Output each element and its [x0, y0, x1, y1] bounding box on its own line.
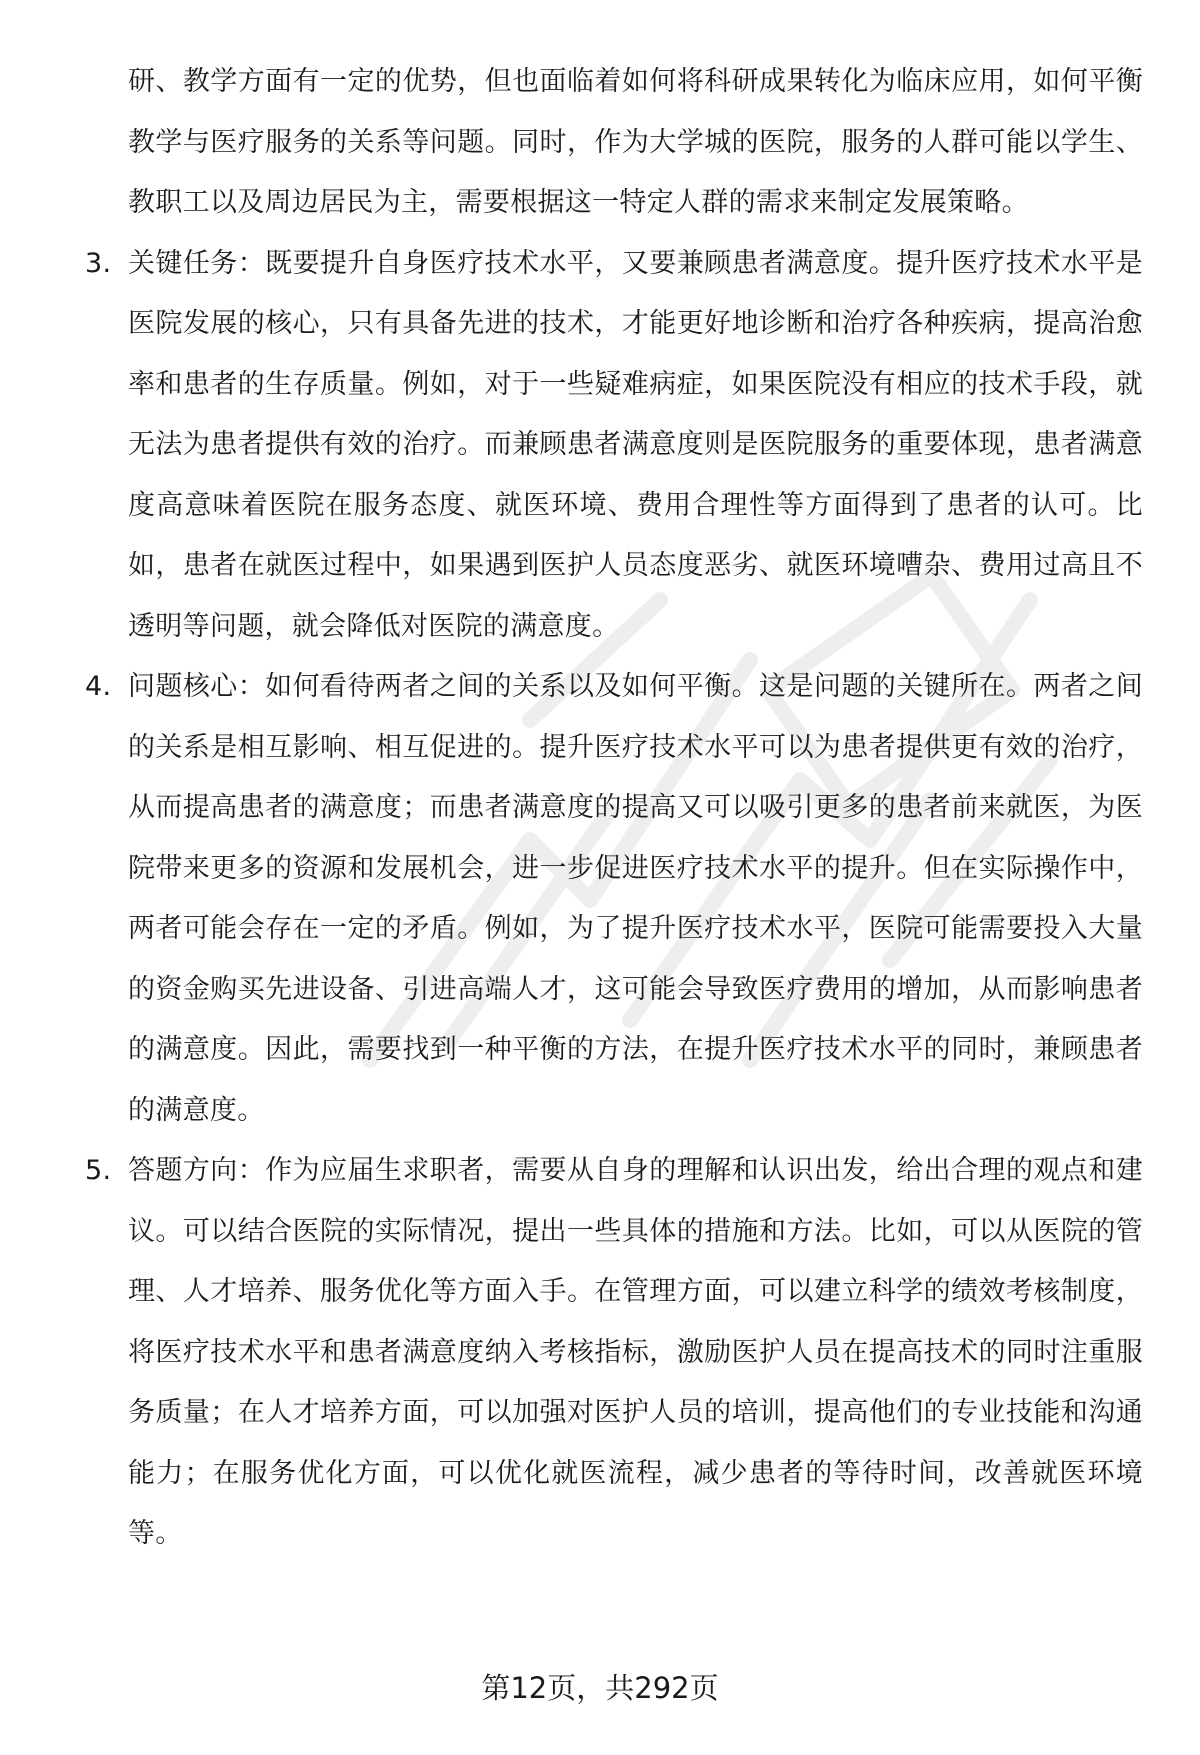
list-item-4 — [85, 657, 1143, 1141]
list-item-3 — [85, 234, 1143, 658]
list-item-number: 3. — [85, 247, 112, 279]
list-item-5 — [85, 1141, 1143, 1565]
list-item-text: 关键任务：既要提升自身医疗技术水平，又要兼顾患者满意度。提升医疗技术水平是医院发展的核心，只有具备先进的技术，才能更好地诊断和治疗各种疾病，提高治愈率和患者的生存质量。例如，对于一些疑难病症，如果医院没有相应的技术手段，就无法为患者提供有效的治疗。而兼顾患者满意度则是医院服务的重要体现，患者满意度高意味着医院在服务态度、就医环境、费用合理性等方面得到了患者的认可。比如，患者在就医过程中，如果遇到医护人员态度恶劣、就医环境嘈杂、费用过高且不透明等问题，就会降低对医院的满意度。 — [128, 247, 1143, 642]
list-item-text: 问题核心：如何看待两者之间的关系以及如何平衡。这是问题的关键所在。两者之间的关系是相互影响、相互促进的。提升医疗技术水平可以为患者提供更有效的治疗，从而提高患者的满意度；而患者满意度的提高又可以吸引更多的患者前来就医，为医院带来更多的资源和发展机会，进一步促进医疗技术水平的提升。但在实际操作中，两者可能会存在一定的矛盾。例如，为了提升医疗技术水平，医院可能需要投入大量的资金购买先进设备、引进高端人才，这可能会导致医疗费用的增加，从而影响患者的满意度。因此，需要找到一种平衡的方法，在提升医疗技术水平的同时，兼顾患者的满意度。 — [128, 671, 1143, 1126]
document-body — [85, 52, 1143, 1565]
list-item-text: 答题方向：作为应届生求职者，需要从自身的理解和认识出发，给出合理的观点和建议。可以结合医院的实际情况，提出一些具体的措施和方法。比如，可以从医院的管理、人才培养、服务优化等方面入手。在管理方面，可以建立科学的绩效考核制度，将医疗技术水平和患者满意度纳入考核指标，激励医护人员在提高技术的同时注重服务质量；在人才培养方面，可以加强对医护人员的培训，提高他们的专业技能和沟通能力；在服务优化方面，可以优化就医流程，减少患者的等待时间，改善就医环境等。 — [128, 1155, 1143, 1549]
list-item-number: 5. — [85, 1155, 112, 1186]
page-number-footer: 第12页，共292页 — [481, 1671, 719, 1705]
list-item-number: 4. — [85, 671, 112, 702]
intro-paragraph: 研、教学方面有一定的优势，但也面临着如何将科研成果转化为临床应用，如何平衡教学与医疗服务的关系等问题。同时，作为大学城的医院，服务的人群可能以学生、教职工以及周边居民为主，需要根据这一特定人群的需求来制定发展策略。 — [128, 66, 1143, 218]
